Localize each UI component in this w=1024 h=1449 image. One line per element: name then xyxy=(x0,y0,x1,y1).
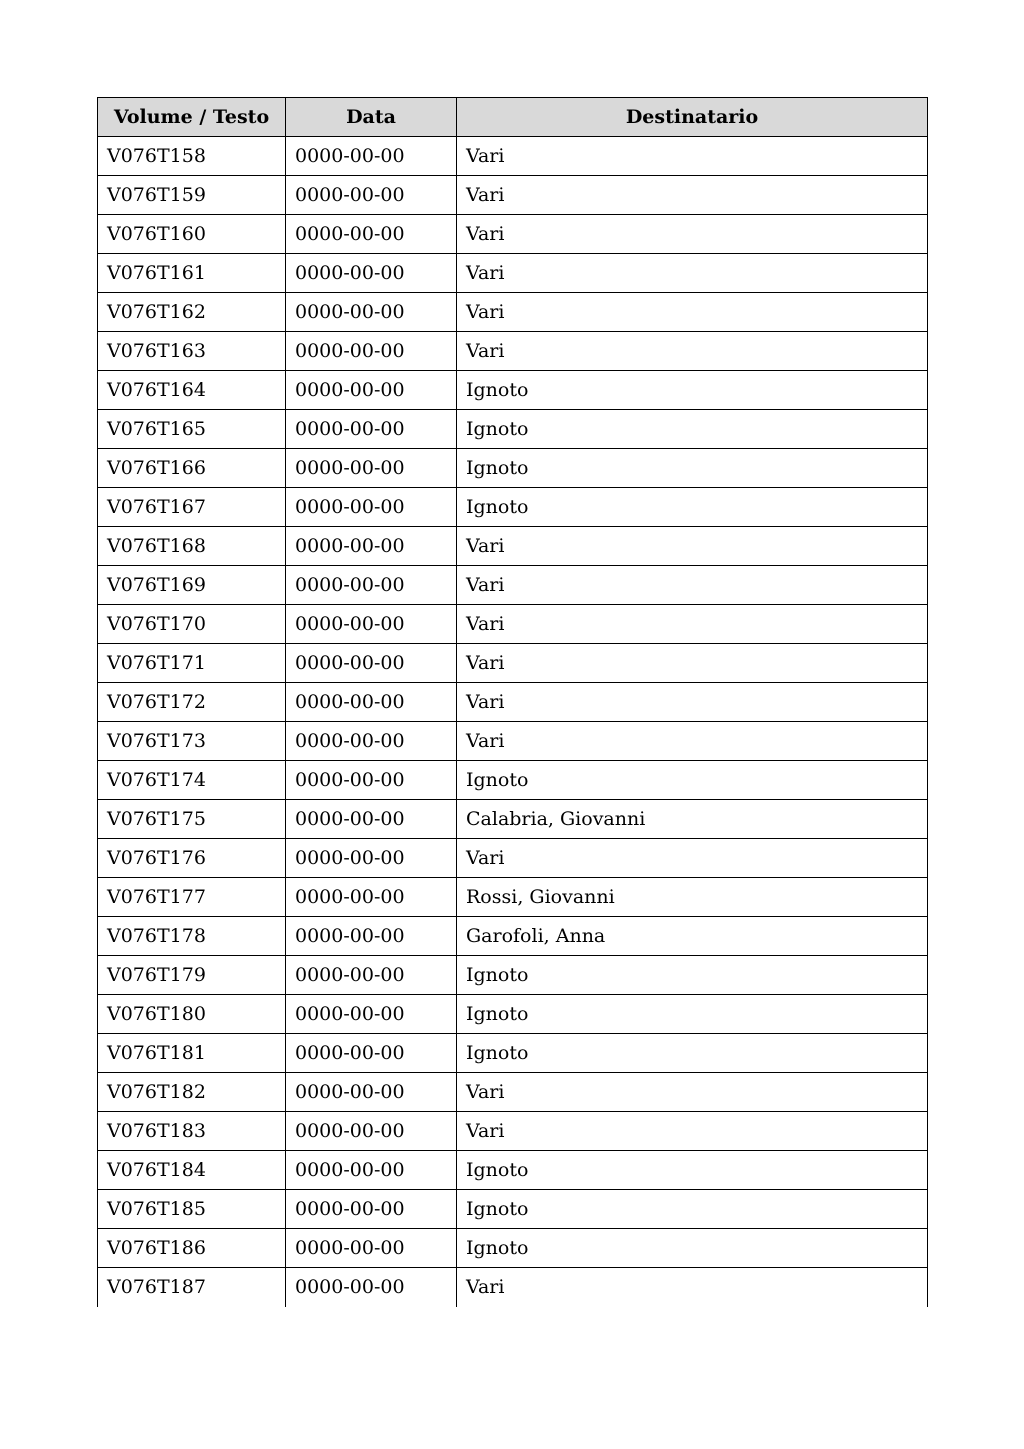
cell-data: 0000-00-00 xyxy=(286,254,457,293)
cell-volume-testo: V076T177 xyxy=(98,878,286,917)
table-row xyxy=(98,137,928,176)
table-row xyxy=(98,566,928,605)
cell-volume-testo: V076T169 xyxy=(98,566,286,605)
cell-volume-testo: V076T173 xyxy=(98,722,286,761)
table-row xyxy=(98,371,928,410)
cell-volume-testo: V076T161 xyxy=(98,254,286,293)
cell-data: 0000-00-00 xyxy=(286,1073,457,1112)
cell-data: 0000-00-00 xyxy=(286,566,457,605)
cell-volume-testo: V076T186 xyxy=(98,1229,286,1268)
cell-volume-testo: V076T158 xyxy=(98,137,286,176)
cell-destinatario: Vari xyxy=(457,254,928,293)
cell-destinatario: Ignoto xyxy=(457,1229,928,1268)
cell-destinatario: Ignoto xyxy=(457,1151,928,1190)
table-row xyxy=(98,839,928,878)
cell-data: 0000-00-00 xyxy=(286,995,457,1034)
column-header-volume-testo: Volume / Testo xyxy=(98,98,286,137)
table-row xyxy=(98,800,928,839)
cell-destinatario: Vari xyxy=(457,644,928,683)
table-row xyxy=(98,956,928,995)
cell-data: 0000-00-00 xyxy=(286,410,457,449)
table-row xyxy=(98,1034,928,1073)
cell-volume-testo: V076T162 xyxy=(98,293,286,332)
table-row xyxy=(98,683,928,722)
cell-data: 0000-00-00 xyxy=(286,956,457,995)
table-row xyxy=(98,254,928,293)
table-row xyxy=(98,1151,928,1190)
table-row xyxy=(98,1229,928,1268)
cell-data: 0000-00-00 xyxy=(286,761,457,800)
table-row xyxy=(98,1073,928,1112)
cell-volume-testo: V076T178 xyxy=(98,917,286,956)
cell-volume-testo: V076T187 xyxy=(98,1268,286,1307)
cell-data: 0000-00-00 xyxy=(286,215,457,254)
cell-volume-testo: V076T172 xyxy=(98,683,286,722)
table-row xyxy=(98,215,928,254)
cell-destinatario: Calabria, Giovanni xyxy=(457,800,928,839)
table-row xyxy=(98,410,928,449)
cell-volume-testo: V076T160 xyxy=(98,215,286,254)
cell-destinatario: Ignoto xyxy=(457,410,928,449)
table-row xyxy=(98,878,928,917)
cell-destinatario: Vari xyxy=(457,293,928,332)
table-row xyxy=(98,527,928,566)
cell-data: 0000-00-00 xyxy=(286,527,457,566)
cell-data: 0000-00-00 xyxy=(286,800,457,839)
cell-data: 0000-00-00 xyxy=(286,371,457,410)
cell-volume-testo: V076T170 xyxy=(98,605,286,644)
cell-volume-testo: V076T180 xyxy=(98,995,286,1034)
cell-destinatario: Ignoto xyxy=(457,1190,928,1229)
cell-destinatario: Ignoto xyxy=(457,956,928,995)
cell-destinatario: Vari xyxy=(457,683,928,722)
cell-destinatario: Vari xyxy=(457,1073,928,1112)
cell-volume-testo: V076T168 xyxy=(98,527,286,566)
table-row xyxy=(98,1268,928,1307)
cell-destinatario: Rossi, Giovanni xyxy=(457,878,928,917)
table-row xyxy=(98,449,928,488)
cell-volume-testo: V076T176 xyxy=(98,839,286,878)
cell-destinatario: Vari xyxy=(457,137,928,176)
cell-data: 0000-00-00 xyxy=(286,449,457,488)
cell-data: 0000-00-00 xyxy=(286,1190,457,1229)
cell-destinatario: Vari xyxy=(457,176,928,215)
cell-destinatario: Vari xyxy=(457,605,928,644)
table-row xyxy=(98,761,928,800)
cell-volume-testo: V076T183 xyxy=(98,1112,286,1151)
table-row xyxy=(98,722,928,761)
cell-destinatario: Vari xyxy=(457,1112,928,1151)
cell-volume-testo: V076T165 xyxy=(98,410,286,449)
cell-volume-testo: V076T167 xyxy=(98,488,286,527)
table-row xyxy=(98,917,928,956)
cell-volume-testo: V076T175 xyxy=(98,800,286,839)
cell-destinatario: Vari xyxy=(457,1268,928,1307)
table-row xyxy=(98,1190,928,1229)
cell-destinatario: Ignoto xyxy=(457,371,928,410)
cell-data: 0000-00-00 xyxy=(286,605,457,644)
cell-destinatario: Ignoto xyxy=(457,995,928,1034)
cell-volume-testo: V076T163 xyxy=(98,332,286,371)
table-row xyxy=(98,644,928,683)
cell-volume-testo: V076T174 xyxy=(98,761,286,800)
table-row xyxy=(98,995,928,1034)
cell-data: 0000-00-00 xyxy=(286,1268,457,1307)
cell-data: 0000-00-00 xyxy=(286,332,457,371)
cell-data: 0000-00-00 xyxy=(286,1229,457,1268)
cell-volume-testo: V076T171 xyxy=(98,644,286,683)
header-row xyxy=(98,98,928,137)
cell-data: 0000-00-00 xyxy=(286,722,457,761)
cell-volume-testo: V076T184 xyxy=(98,1151,286,1190)
cell-destinatario: Ignoto xyxy=(457,1034,928,1073)
cell-volume-testo: V076T166 xyxy=(98,449,286,488)
column-header-destinatario: Destinatario xyxy=(457,98,928,137)
cell-destinatario: Garofoli, Anna xyxy=(457,917,928,956)
cell-data: 0000-00-00 xyxy=(286,839,457,878)
cell-data: 0000-00-00 xyxy=(286,644,457,683)
cell-data: 0000-00-00 xyxy=(286,1034,457,1073)
table-row xyxy=(98,488,928,527)
cell-destinatario: Ignoto xyxy=(457,761,928,800)
cell-data: 0000-00-00 xyxy=(286,917,457,956)
cell-destinatario: Vari xyxy=(457,566,928,605)
table-row xyxy=(98,605,928,644)
cell-destinatario: Vari xyxy=(457,215,928,254)
table-row xyxy=(98,176,928,215)
cell-destinatario: Vari xyxy=(457,839,928,878)
cell-destinatario: Vari xyxy=(457,722,928,761)
cell-volume-testo: V076T182 xyxy=(98,1073,286,1112)
cell-destinatario: Vari xyxy=(457,527,928,566)
table-row xyxy=(98,293,928,332)
cell-data: 0000-00-00 xyxy=(286,176,457,215)
table-row xyxy=(98,1112,928,1151)
cell-destinatario: Vari xyxy=(457,332,928,371)
records-table xyxy=(97,97,928,1307)
cell-data: 0000-00-00 xyxy=(286,683,457,722)
cell-destinatario: Ignoto xyxy=(457,488,928,527)
table-row xyxy=(98,332,928,371)
cell-volume-testo: V076T159 xyxy=(98,176,286,215)
table-header xyxy=(98,98,928,137)
cell-volume-testo: V076T185 xyxy=(98,1190,286,1229)
table-body xyxy=(98,137,928,1307)
cell-data: 0000-00-00 xyxy=(286,488,457,527)
cell-data: 0000-00-00 xyxy=(286,878,457,917)
cell-volume-testo: V076T179 xyxy=(98,956,286,995)
cell-data: 0000-00-00 xyxy=(286,1151,457,1190)
cell-volume-testo: V076T181 xyxy=(98,1034,286,1073)
cell-data: 0000-00-00 xyxy=(286,137,457,176)
column-header-data: Data xyxy=(286,98,457,137)
cell-data: 0000-00-00 xyxy=(286,293,457,332)
cell-destinatario: Ignoto xyxy=(457,449,928,488)
cell-data: 0000-00-00 xyxy=(286,1112,457,1151)
cell-volume-testo: V076T164 xyxy=(98,371,286,410)
